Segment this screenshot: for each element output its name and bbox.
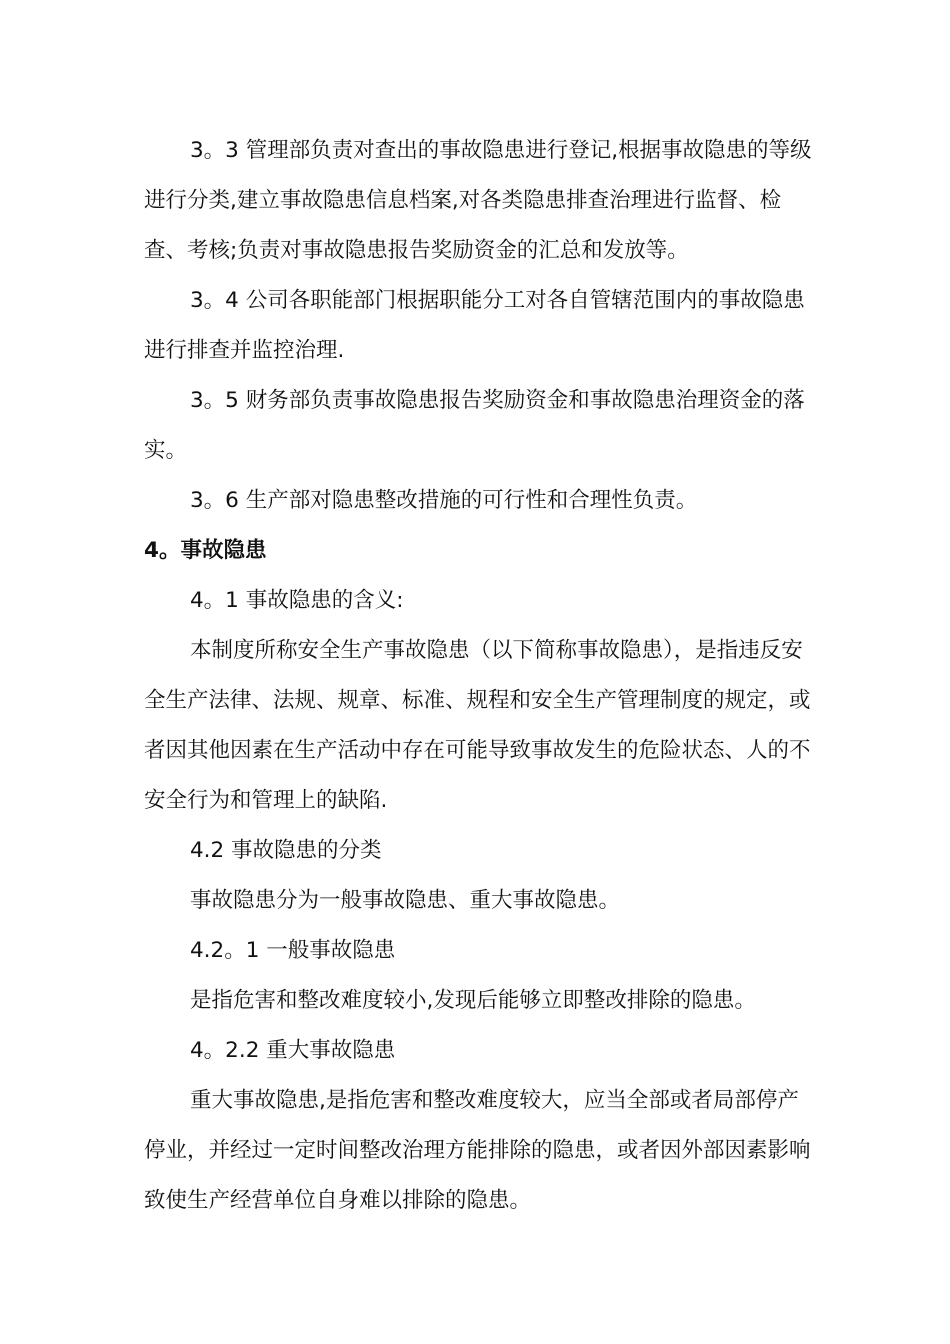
- paragraph-4-2: 4.2 事故隐患的分类: [190, 838, 382, 863]
- paragraph-general-hazard: 是指危害和整改难度较小,发现后能够立即整改排除的隐患。: [190, 988, 756, 1013]
- paragraph-definition: 本制度所称安全生产事故隐患（以下简称事故隐患），是指违反安全生产法律、法规、规章、标准、规程和安全生产管理制度的规定，或者因其他因素在生产活动中存在可能导致事故发生的危险状态、人的不安全行为和管理上的缺陷.: [144, 638, 811, 813]
- paragraph-3-6: 3。6 生产部对隐患整改措施的可行性和合理性负责。: [190, 488, 698, 513]
- section-heading-4: 4。事故隐患: [144, 538, 267, 563]
- paragraph-3-5: 3。5 财务部负责事故隐患报告奖励资金和事故隐患治理资金的落实。: [144, 388, 805, 463]
- paragraph-4-2-1: 4.2。1 一般事故隐患: [190, 938, 396, 963]
- paragraph-4-2-2: 4。2.2 重大事故隐患: [190, 1038, 396, 1063]
- paragraph-classification: 事故隐患分为一般事故隐患、重大事故隐患。: [190, 888, 621, 913]
- paragraph-3-4: 3。4 公司各职能部门根据职能分工对各自管辖范围内的事故隐患进行排查并监控治理.: [144, 288, 805, 363]
- paragraph-major-hazard: 重大事故隐患,是指危害和整改难度较大，应当全部或者局部停产停业，并经过一定时间整改治理方能排除的隐患，或者因外部因素影响致使生产经营单位自身难以排除的隐患。: [144, 1088, 811, 1213]
- paragraph-4-1: 4。1 事故隐患的含义:: [190, 588, 404, 613]
- document-body: [144, 126, 812, 1226]
- paragraph-3-3: 3。3 管理部负责对查出的事故隐患进行登记,根据事故隐患的等级进行分类,建立事故隐患信息档案,对各类隐患排查治理进行监督、检查、考核;负责对事故隐患报告奖励资金的汇总和发放等。: [144, 138, 812, 263]
